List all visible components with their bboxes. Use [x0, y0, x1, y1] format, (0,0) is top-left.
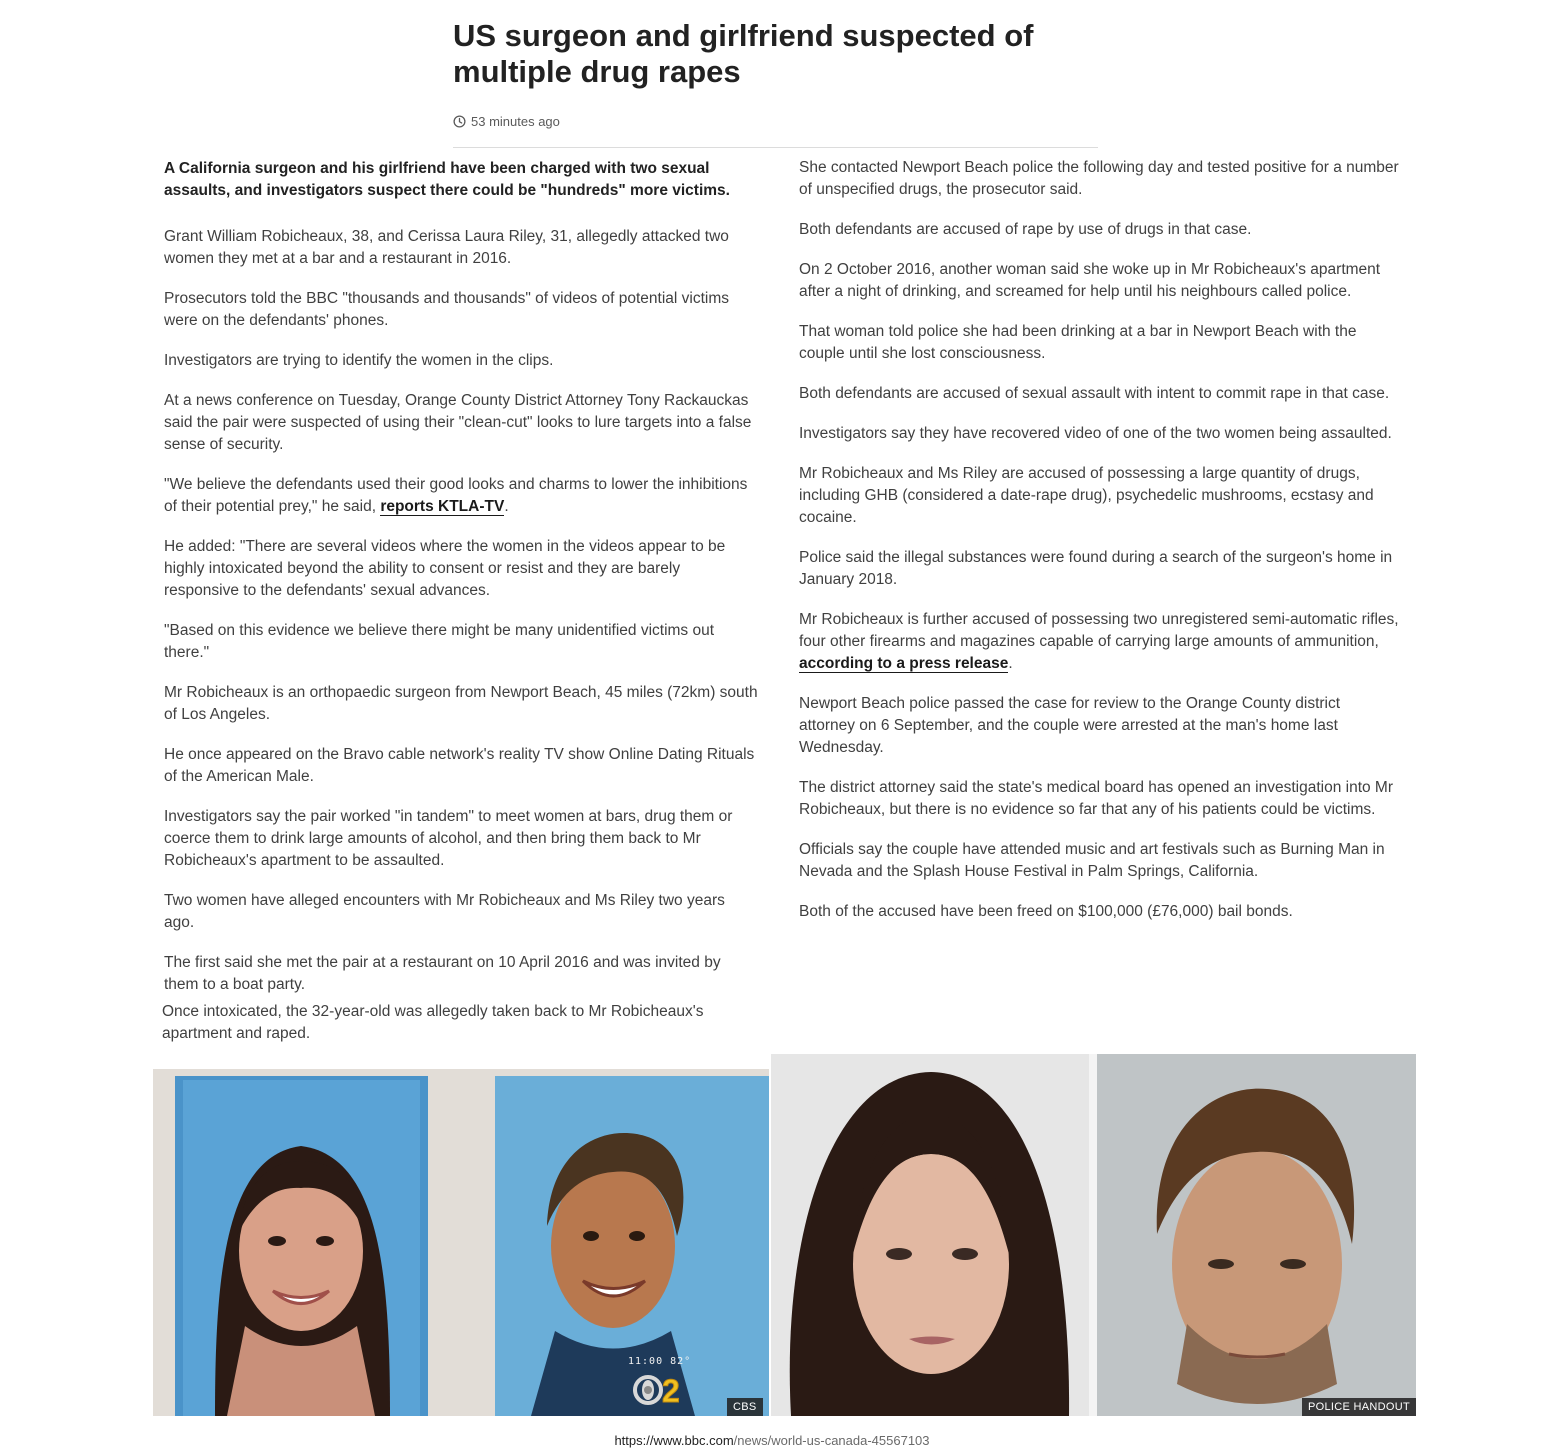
paragraph: Investigators say the pair worked "in tandem" to meet women at bars, drug them or coerce them to drink large amounts of alcohol, and then bring them back to Mr Robicheaux's apartment to be assaulted.	[164, 808, 733, 869]
paragraph: The district attorney said the state's medical board has opened an investigation into Mr Robicheaux, but there is no evidence so far that any of his patients could be victims.	[799, 779, 1394, 818]
timestamp-text: 53 minutes ago	[471, 113, 560, 129]
paragraph: "Based on this evidence we believe there might be many unidentified victims out there."	[164, 622, 715, 661]
paragraph: He once appeared on the Bravo cable network's reality TV show Online Dating Rituals of the American Male.	[164, 746, 755, 785]
article-lead: A California surgeon and his girlfriend have been charged with two sexual assaults, and investigators suspect there could be "hundreds" more victims.	[164, 160, 730, 199]
police-handout-photo	[771, 1054, 1416, 1416]
paragraph: Newport Beach police passed the case for review to the Orange County district attorney on 6 September, and the couple were arrested at the man's home last Wednesday.	[799, 695, 1341, 756]
cbs2-logo-icon	[632, 1372, 690, 1410]
paragraph: Police said the illegal substances were found during a search of the surgeon's home in January 2018.	[799, 549, 1393, 588]
paragraph-text: .	[504, 498, 509, 515]
paragraph: Investigators say they have recovered video of one of the two women being assaulted.	[799, 425, 1392, 442]
source-url-domain: https://www.bbc.com	[614, 1433, 734, 1448]
paragraph: Investigators are trying to identify the women in the clips.	[164, 352, 554, 369]
source-url[interactable]	[0, 1433, 1544, 1448]
svg-text:2: 2	[662, 1373, 680, 1409]
paragraph: Officials say the couple have attended music and art festivals such as Burning Man in Nevada and the Splash House Festival in Palm Springs, California.	[799, 841, 1385, 880]
source-url-path: /news/world-us-canada-45567103	[733, 1433, 930, 1448]
paragraph: At a news conference on Tuesday, Orange County District Attorney Tony Rackauckas said the pair were suspected of using their "clean-cut" looks to lure targets into a false sense of security.	[164, 392, 752, 453]
paragraph: That woman told police she had been drinking at a bar in Newport Beach with the couple until she lost consciousness.	[799, 323, 1357, 362]
header-divider	[453, 147, 1098, 148]
paragraph: Mr Robicheaux and Ms Riley are accused of possessing a large quantity of drugs, including GHB (considered a date-rape drug), psychedelic mushrooms, ecstasy and cocaine.	[799, 465, 1374, 526]
paragraph: Grant William Robicheaux, 38, and Cerissa Laura Riley, 31, allegedly attacked two women they met at a bar and a restaurant in 2016.	[164, 228, 729, 267]
tv-time-temp: 11:00 82°	[628, 1356, 692, 1367]
press-release-link[interactable]: according to a press release	[799, 655, 1009, 672]
headline: US surgeon and girlfriend suspected of multiple drug rapes	[453, 18, 1034, 89]
woman-portrait	[175, 1076, 428, 1416]
ktla-report-link[interactable]: reports KTLA-TV	[380, 498, 505, 515]
paragraph: Once intoxicated, the 32-year-old was allegedly taken back to Mr Robicheaux's apartment and raped.	[162, 1003, 704, 1042]
paragraph: Both of the accused have been freed on $100,000 (£76,000) bail bonds.	[799, 903, 1293, 920]
paragraph-text: Mr Robicheaux is further accused of possessing two unregistered semi-automatic rifles, four other firearms and magazines capable of carrying large amounts of ammunition,	[799, 611, 1399, 650]
paragraph: On 2 October 2016, another woman said she woke up in Mr Robicheaux's apartment after a night of drinking, and screamed for help until his neighbours called police.	[799, 261, 1381, 300]
article-body-right	[799, 157, 1399, 923]
paragraph-text: "We believe the defendants used their good looks and charms to lower the inhibitions of their potential prey," he said,	[164, 476, 748, 515]
paragraph: Both defendants are accused of sexual assault with intent to commit rape in that case.	[799, 385, 1390, 402]
police-handout-credit: POLICE HANDOUT	[1302, 1398, 1416, 1416]
paragraph	[164, 474, 758, 518]
paragraph: Mr Robicheaux is an orthopaedic surgeon from Newport Beach, 45 miles (72km) south of Los Angeles.	[164, 684, 758, 723]
paragraph: She contacted Newport Beach police the following day and tested positive for a number of unspecified drugs, the prosecutor said.	[799, 159, 1399, 198]
paragraph: Both defendants are accused of rape by use of drugs in that case.	[799, 221, 1252, 238]
paragraph-text: .	[1008, 655, 1013, 672]
man-mugshot	[1097, 1054, 1416, 1416]
paragraph: Prosecutors told the BBC "thousands and thousands" of videos of potential victims were on the defendants' phones.	[164, 290, 730, 329]
paragraph: Two women have alleged encounters with Mr Robicheaux and Ms Riley two years ago.	[164, 892, 725, 931]
cbs-credit: CBS	[727, 1398, 763, 1416]
paragraph	[799, 609, 1399, 675]
clock-icon	[453, 115, 466, 128]
paragraph: He added: "There are several videos where the women in the videos appear to be highly intoxicated beyond the ability to consent or resist and they are barely responsive to the defendants' sexual advances.	[164, 538, 726, 599]
paragraph: The first said she met the pair at a restaurant on 10 April 2016 and was invited by them to a boat party.	[164, 954, 721, 993]
article-body-left	[164, 158, 758, 1045]
timestamp	[453, 112, 560, 130]
woman-mugshot	[771, 1054, 1089, 1416]
